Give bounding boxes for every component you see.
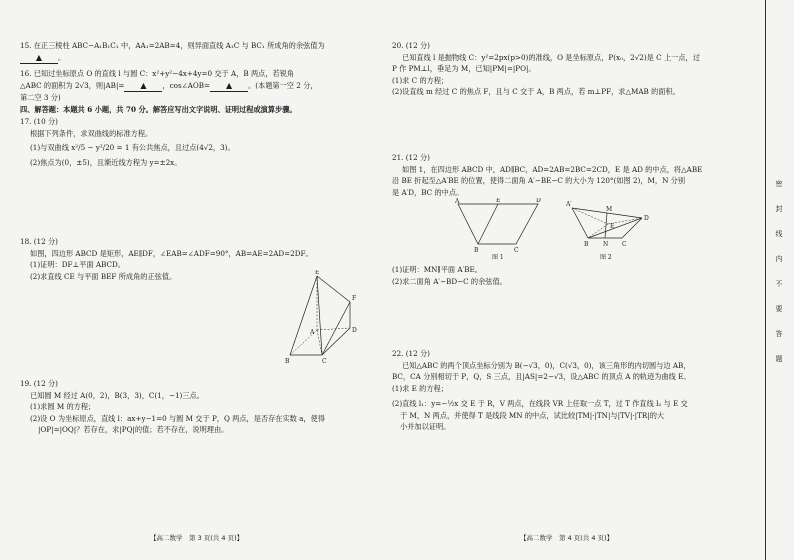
q20-part-2: (2)设直线 m 经过 C 的焦点 F，且与 C 交于 A，B 两点，若 m⊥PF，求△MAB 的面积。 bbox=[392, 87, 680, 96]
fig18-label-d: D bbox=[352, 327, 357, 334]
fig18-label-e: E bbox=[315, 270, 320, 276]
fig21b-label-a-prime: A′ bbox=[566, 201, 572, 208]
q19-intro: 已知圆 M 经过 A(0，2)，B(3，3)，C(1，−1)三点。 bbox=[30, 390, 204, 400]
q22-header: 22. (12 分) bbox=[392, 349, 430, 358]
q18-intro: 如图，四边形 ABCD 是矩形，AE∥DF，∠EAB=∠ADF=90°，AB=AE=2AD=2DF。 bbox=[30, 248, 313, 258]
question-15 bbox=[20, 40, 375, 64]
q18-part-2: (2)求直线 CE 与平面 BEF 所成角的正弦值。 bbox=[30, 271, 177, 281]
q19-header: 19. (12 分) bbox=[20, 379, 58, 388]
q21-line-b: 沿 BE 折起至△A′BE 的位置，使得二面角 A′−BE−C 的大小为 120°(如图 2)，M，N 分别 bbox=[392, 176, 686, 185]
q18-part-1: (1)证明：DF⊥平面 ABCD。 bbox=[30, 260, 125, 269]
fig21a-label-c: C bbox=[514, 247, 519, 254]
q20-line-b: P 作 PM⊥l，垂足为 M，已知|PM|=|PO|。 bbox=[392, 64, 536, 73]
q15-blank: ▲ bbox=[20, 52, 58, 65]
figure-q21-fig2 bbox=[562, 198, 652, 260]
q17-intro: 根据下列条件，求双曲线的标准方程。 bbox=[30, 128, 153, 138]
question-19 bbox=[20, 378, 375, 436]
q19-part-2b: |OP|=|OQ|？若存在，求|PQ|的值；若不存在，说明理由。 bbox=[38, 425, 229, 434]
fig21b-label-c: C bbox=[622, 241, 627, 248]
fig21-caption-1: 图 1 bbox=[492, 254, 504, 260]
q19-part-1: (1)求圆 M 的方程； bbox=[30, 402, 96, 411]
fig21b-label-b: B bbox=[584, 241, 589, 248]
figure-q18-solid bbox=[282, 270, 367, 370]
figure-q21-fig1 bbox=[452, 198, 547, 260]
footer-right: 【高二数学 第 4 页(共 4 页)】 bbox=[520, 534, 614, 542]
fig21a-label-b: B bbox=[474, 247, 479, 254]
fig21a-label-a: A bbox=[455, 198, 460, 205]
q15-end: 。 bbox=[58, 52, 66, 62]
question-16 bbox=[20, 68, 375, 104]
q21-line-c: 是 A′D，BC 的中点。 bbox=[392, 187, 464, 197]
question-22 bbox=[392, 348, 727, 433]
q16-line-d: 。(本题第一空 2 分， bbox=[248, 80, 318, 90]
footer-left: 【高二数学 第 3 页(共 4 页)】 bbox=[150, 534, 244, 542]
q20-part-1: (1)求 C 的方程； bbox=[392, 75, 449, 85]
q20-header: 20. (12 分) bbox=[392, 41, 430, 50]
q21-line-a: 如图 1，在四边形 ABCD 中，AD∥BC，AD=2AB=2BC=2CD，E 是 AD 的中点，将△ABE bbox=[402, 164, 703, 174]
q21-part-1: (1)证明：MN∥平面 A′BE。 bbox=[392, 265, 482, 274]
fig21a-label-d: D bbox=[536, 198, 541, 204]
q16-line-a: 16. 已知过坐标原点 O 的直线 l 与圆 C：x²+y²−4x+4y=0 交于 A，B 两点，若锐角 bbox=[20, 69, 295, 78]
q16-blank-2: ▲ bbox=[210, 80, 248, 93]
q16-line-b: △ABC 的面积为 2√3，则|AB|= bbox=[20, 80, 125, 90]
question-17 bbox=[20, 116, 375, 168]
fig21b-label-e: E bbox=[610, 223, 615, 230]
q18-header: 18. (12 分) bbox=[20, 237, 58, 246]
q16-line-c: ，cos∠AOB= bbox=[162, 80, 211, 90]
fig21-caption-2: 图 2 bbox=[600, 254, 612, 260]
q20-line-a: 已知直线 l 是抛物线 C：y²=2px(p>0)的准线，O 是坐标原点，P(x₀，2√2)是 C 上一点，过 bbox=[402, 52, 700, 62]
question-21 bbox=[392, 152, 727, 198]
q21-part-2: (2)求二面角 A′−BD−C 的余弦值。 bbox=[392, 276, 507, 286]
q17-header: 17. (10 分) bbox=[20, 117, 58, 126]
q22-part-1: (1)求 E 的方程； bbox=[392, 383, 448, 393]
q17-part-2: (2)焦点为(0，±5)，且渐近线方程为 y=±2x。 bbox=[30, 157, 182, 167]
q21-header: 21. (12 分) bbox=[392, 153, 430, 162]
q16-blank-1: ▲ bbox=[124, 80, 162, 93]
fig18-label-b: B bbox=[285, 358, 290, 365]
q15-text: 15. 在正三棱柱 ABC−A₁B₁C₁ 中，AA₁=2AB=4，则异面直线 A₁C 与 BC₁ 所成角的余弦值为 bbox=[20, 41, 325, 50]
fig21a-label-e: E bbox=[496, 198, 501, 204]
q22-line-b: BC，CA 分别相切于 P，Q，S 三点，且|AS|=2−√3，设△ABC 的顶点 A 的轨迹为曲线 E。 bbox=[392, 372, 691, 381]
seal-margin bbox=[765, 0, 794, 560]
q17-part-1: (1)与双曲线 x²/5 − y²/20 = 1 有公共焦点，且过点(4√2，3)。 bbox=[30, 143, 235, 152]
section-4-heading: 四、解答题：本题共 6 小题，共 70 分。解答应写出文字说明、证明过程或演算步骤。 bbox=[20, 105, 297, 114]
q22-part-2a: (2)直线 l₁：y=−½x 交 E 于 R，V 两点，在线段 VR 上任取一点 T，过 T 作直线 l₂ 与 E 交 bbox=[392, 399, 688, 408]
question-20 bbox=[392, 40, 727, 98]
q22-part-2c: 小并加以证明。 bbox=[400, 422, 451, 431]
q19-part-2a: (2)设 O 为坐标原点，直线 l：ax+y−1=0 与圆 M 交于 P，Q 两点，是否存在实数 a，使得 bbox=[30, 413, 325, 423]
fig18-label-a: A bbox=[310, 329, 315, 336]
fig18-label-c: C bbox=[322, 358, 327, 365]
q22-line-a: 已知△ABC 的两个顶点坐标分别为 B(−√3，0)，C(√3，0)，该三角形的内切圆与边 AB， bbox=[402, 360, 691, 370]
question-21-parts bbox=[392, 264, 727, 287]
q22-part-2b: 于 M，N 两点，并使得 T 是线段 MN 的中点，试比较|TM|·|TN|与|TV|·|TR|的大 bbox=[400, 410, 665, 420]
fig21b-label-n: N bbox=[603, 241, 609, 248]
seal-warning-text: 密封线内不要答题 bbox=[775, 180, 783, 380]
q16-line-e: 第二空 3 分) bbox=[20, 93, 61, 102]
fig21b-label-m: M bbox=[606, 206, 613, 213]
fig21b-label-d: D bbox=[644, 215, 649, 222]
fig18-label-f: F bbox=[352, 295, 357, 302]
